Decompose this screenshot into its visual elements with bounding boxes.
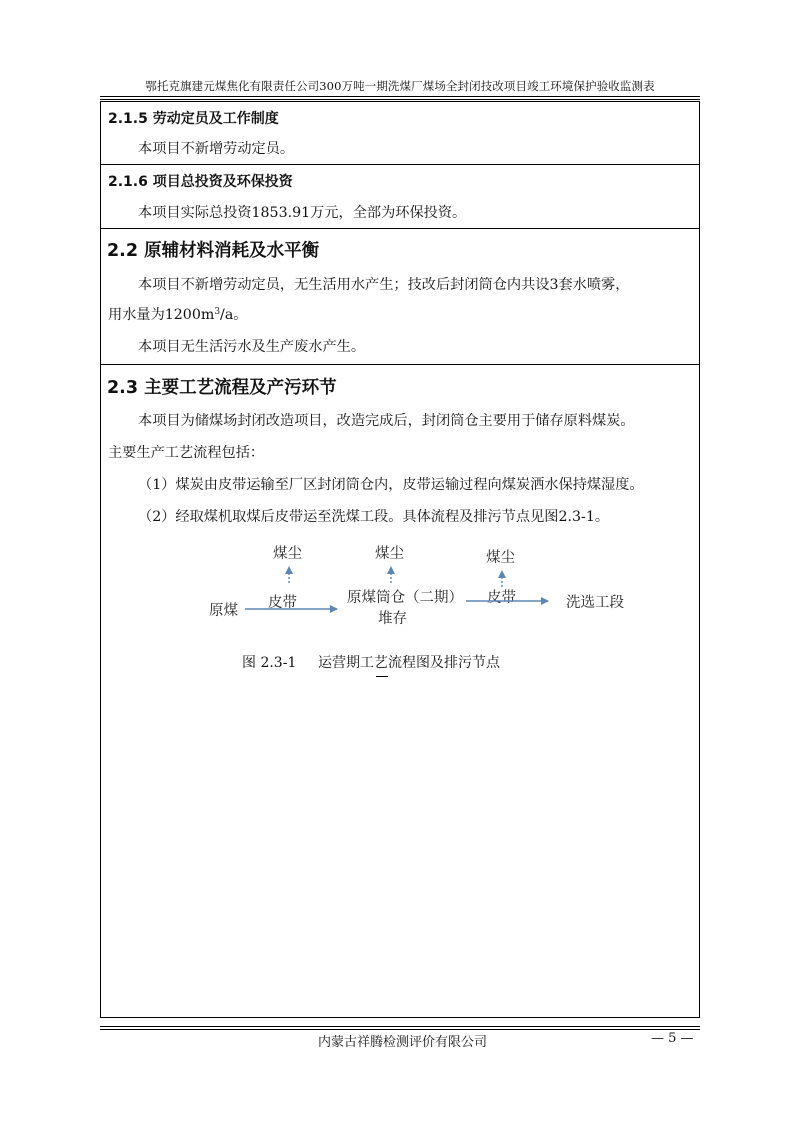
belt-label-1: 皮带 bbox=[268, 595, 297, 611]
caption-underline-mark bbox=[376, 676, 388, 677]
paragraph-line: 用水量为$1200m^3/a$。 bbox=[108, 307, 248, 323]
silo-node: 原煤筒仓（二期） bbox=[347, 590, 463, 606]
paragraph-line: 本项目不新增劳动定员，无生活用水产生；技改后封闭筒仓内共设3套水喷雾， bbox=[138, 277, 630, 293]
paragraph-line: （1）煤炭由皮带运输至厂区封闭筒仓内，皮带运输过程向煤炭洒水保持煤湿度。 bbox=[138, 477, 644, 493]
section-2-1-6 bbox=[101, 165, 699, 229]
section-heading: 2.2 原辅材料消耗及水平衡 bbox=[107, 241, 320, 261]
paragraph-line: 主要生产工艺流程包括： bbox=[108, 445, 265, 461]
document-header: 鄂托克旗建元煤焦化有限责任公司300万吨一期洗煤厂煤场全封闭技改项目竣工环境保护验收监测表 bbox=[145, 79, 655, 93]
content-table bbox=[100, 101, 700, 1018]
figure-caption: 运营期工艺流程图及排污节点 bbox=[318, 655, 500, 671]
paragraph-line: （2）经取煤机取煤后皮带运至洗煤工段。具体流程及排污节点见图2.3-1。 bbox=[138, 509, 610, 525]
dust-label-1: 煤尘 bbox=[273, 546, 302, 562]
header-rule bbox=[100, 96, 700, 97]
footer-rule-thin bbox=[100, 1029, 700, 1030]
paragraph: 本项目实际总投资1853.91万元，全部为环保投资。 bbox=[138, 205, 467, 221]
section-2-3 bbox=[101, 365, 699, 1017]
paragraph-line: 本项目无生活污水及生产废水产生。 bbox=[138, 339, 366, 355]
dust-label-3: 煤尘 bbox=[486, 550, 515, 566]
superscript: 3 bbox=[214, 307, 221, 317]
dust-label-2: 煤尘 bbox=[375, 546, 404, 562]
footer-rule bbox=[100, 1026, 700, 1027]
footer-company: 内蒙古祥腾检测评价有限公司 bbox=[318, 1035, 488, 1050]
figure-number: 图 2.3-1 bbox=[242, 655, 297, 671]
paragraph-line: 本项目为储煤场封闭改造项目，改造完成后，封闭筒仓主要用于储存原料煤炭。 bbox=[138, 413, 635, 429]
section-heading: 2.1.5 劳动定员及工作制度 bbox=[108, 111, 279, 127]
section-2-1-5 bbox=[101, 102, 699, 165]
raw-coal-node: 原煤 bbox=[209, 603, 238, 619]
section-2-2 bbox=[101, 229, 699, 365]
silo-node-sub: 堆存 bbox=[378, 611, 407, 627]
section-heading: 2.1.6 项目总投资及环保投资 bbox=[108, 174, 293, 190]
page-number: — 5 — bbox=[651, 1031, 694, 1046]
header-rule-thin bbox=[100, 99, 700, 100]
washing-node: 洗选工段 bbox=[566, 595, 624, 611]
section-heading: 2.3 主要工艺流程及产污环节 bbox=[107, 378, 337, 398]
belt-label-2: 皮带 bbox=[487, 590, 516, 606]
paragraph: 本项目不新增劳动定员。 bbox=[138, 141, 295, 157]
